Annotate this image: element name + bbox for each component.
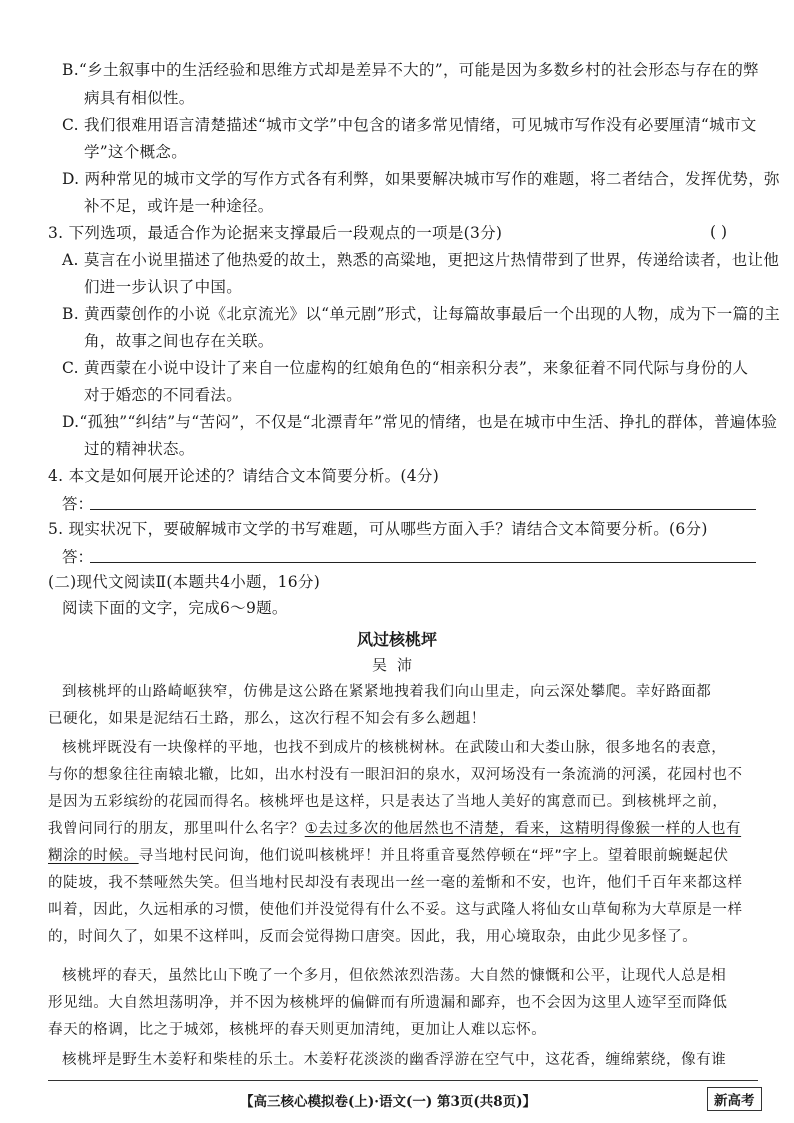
q3-option-c-line-1: C. 黄西蒙在小说中设计了来自一位虚构的红娘角色的“相亲积分表”，来象征着不同代际与身份的人 xyxy=(62,359,749,377)
option-b-line-1: B.“乡土叙事中的生活经验和思维方式却是差异不大的”，可能是因为多数乡村的社会形态与存在的弊 xyxy=(62,61,759,79)
paragraph-1-line-2: 已硬化，如果是泥结石土路，那么，这次行程不知会有多么趔趄！ xyxy=(48,711,486,727)
exam-type-badge: 新高考 xyxy=(707,1087,762,1111)
paragraph-2-line-6: 的陡坡，我不禁哑然失笑。但当地村民却没有表现出一丝一毫的羞惭和不安，也许，他们千百年来都这样 xyxy=(48,875,743,891)
q3-option-a-line-1: A. 莫言在小说里描述了他热爱的故土，熟悉的高粱地，更把这片热情带到了世界，传递给读者，也让他 xyxy=(62,251,780,269)
option-c-line-1: C. 我们很难用语言清楚描述“城市文学”中包含的诸多常见情绪，可见城市写作没有必要厘清“城市文 xyxy=(62,116,757,134)
paragraph-2-line-8: 的，时间久了，如果不这样叫，反而会觉得拗口唐突。因此，我，用心境取杂，由此少见多怪了。 xyxy=(48,929,698,945)
paragraph-2-line-5-plain: 寻当地村民问询，他们说叫核桃坪！并且将重音戛然停顿在“坪”字上。望着眼前蜿蜒起伏 xyxy=(138,848,729,864)
q3-option-a-line-2: 们进一步认识了中国。 xyxy=(84,278,243,296)
paragraph-2-line-2: 与你的想象往往南辕北辙，比如，出水村没有一眼汩汩的泉水，双河场没有一条流淌的河溪，花园村也不 xyxy=(48,767,743,783)
reading-instruction: 阅读下面的文字，完成6～9题。 xyxy=(62,599,288,617)
answer-label-q4: 答： xyxy=(62,495,94,513)
paragraph-2-line-4 xyxy=(48,819,741,839)
underlined-sentence-1-end: 糊涂的时候。 xyxy=(48,848,139,864)
paragraph-1-line-1: 到核桃坪的山路崎岖狭窄，仿佛是这公路在紧紧地拽着我们向山里走，向云深处攀爬。幸好路面都 xyxy=(62,684,712,700)
underlined-sentence-1: ①去过多次的他居然也不清楚，看来，这精明得像猴一样的人也有 xyxy=(304,821,742,837)
q3-option-b-line-1: B. 黄西蒙创作的小说《北京流光》以“单元剧”形式，让每篇故事最后一个出现的人物，成为下一篇的主 xyxy=(62,305,780,323)
option-d-line-2: 补不足，或许是一种途径。 xyxy=(84,197,274,215)
paragraph-2-line-7: 叫着，因此，久远相承的习惯，使他们并没觉得有什么不妥。这与武隆人将仙女山草甸称为大草原是一样 xyxy=(48,902,743,918)
paragraph-3-line-1: 核桃坪的春天，虽然比山下晚了一个多月，但依然浓烈浩荡。大自然的慷慨和公平，让现代人总是相 xyxy=(62,968,727,984)
q3-option-d-line-1: D.“孤独”“纠结”与“苦闷”，不仅是“北漂青年”常见的情绪，也是在城市中生活、挣扎的群体，普遍体验 xyxy=(62,413,778,431)
page-footer: 【高三核心模拟卷(上)·语文(一) 第3页(共8页)】 xyxy=(240,1094,537,1110)
answer-paren: ( ) xyxy=(710,223,728,241)
option-b-line-2: 病具有相似性。 xyxy=(84,89,195,107)
q3-option-b-line-2: 角，故事之间也存在关联。 xyxy=(84,332,274,350)
passage-author: 吴沛 xyxy=(371,656,422,674)
paragraph-2-line-5 xyxy=(48,846,729,866)
paragraph-3-line-2: 形见绌。大自然坦荡明净，并不因为核桃坪的偏僻而有所遗漏和鄙弃，也不会因为这里人迹罕至而降低 xyxy=(48,995,728,1011)
paragraph-2-line-4-plain: 我曾问同行的朋友，那里叫什么名字？ xyxy=(48,821,305,837)
paragraph-4-line-1: 核桃坪是野生木姜籽和柴桂的乐土。木姜籽花淡淡的幽香浮游在空气中，这花香，缠绵萦绕，像有谁 xyxy=(62,1052,727,1068)
answer-label-q5: 答： xyxy=(62,548,94,566)
answer-line-q5[interactable] xyxy=(90,561,756,563)
q3-option-d-line-2: 过的精神状态。 xyxy=(84,440,195,458)
paragraph-2-line-3: 是因为五彩缤纷的花园而得名。核桃坪也是这样，只是表达了当地人美好的寓意而已。到核桃坪之前， xyxy=(48,794,728,810)
paragraph-2-line-1: 核桃坪既没有一块像样的平地，也找不到成片的核桃树林。在武陵山和大娄山脉，很多地名的表意， xyxy=(62,740,727,756)
answer-line-q4[interactable] xyxy=(90,508,756,510)
footer-divider xyxy=(48,1080,758,1081)
paragraph-3-line-3: 春天的格调，比之于城郊，核桃坪的春天则更加清纯，更加让人难以忘怀。 xyxy=(48,1022,547,1038)
option-c-line-2: 学”这个概念。 xyxy=(84,143,188,161)
question-3: 3. 下列选项，最适合作为论据来支撑最后一段观点的一项是(3分) xyxy=(48,224,503,242)
section-heading: (二)现代文阅读Ⅱ(本题共4小题，16分) xyxy=(48,573,321,591)
question-5: 5. 现实状况下，要破解城市文学的书写难题，可从哪些方面入手？请结合文本简要分析。(6分) xyxy=(48,520,708,538)
passage-title: 风过核桃坪 xyxy=(356,630,437,649)
q3-option-c-line-2: 对于婚恋的不同看法。 xyxy=(84,386,243,404)
question-4: 4. 本文是如何展开论述的？请结合文本简要分析。(4分) xyxy=(48,467,440,485)
option-d-line-1: D. 两种常见的城市文学的写作方式各有利弊，如果要解决城市写作的难题，将二者结合，发挥优势，弥 xyxy=(62,170,780,188)
